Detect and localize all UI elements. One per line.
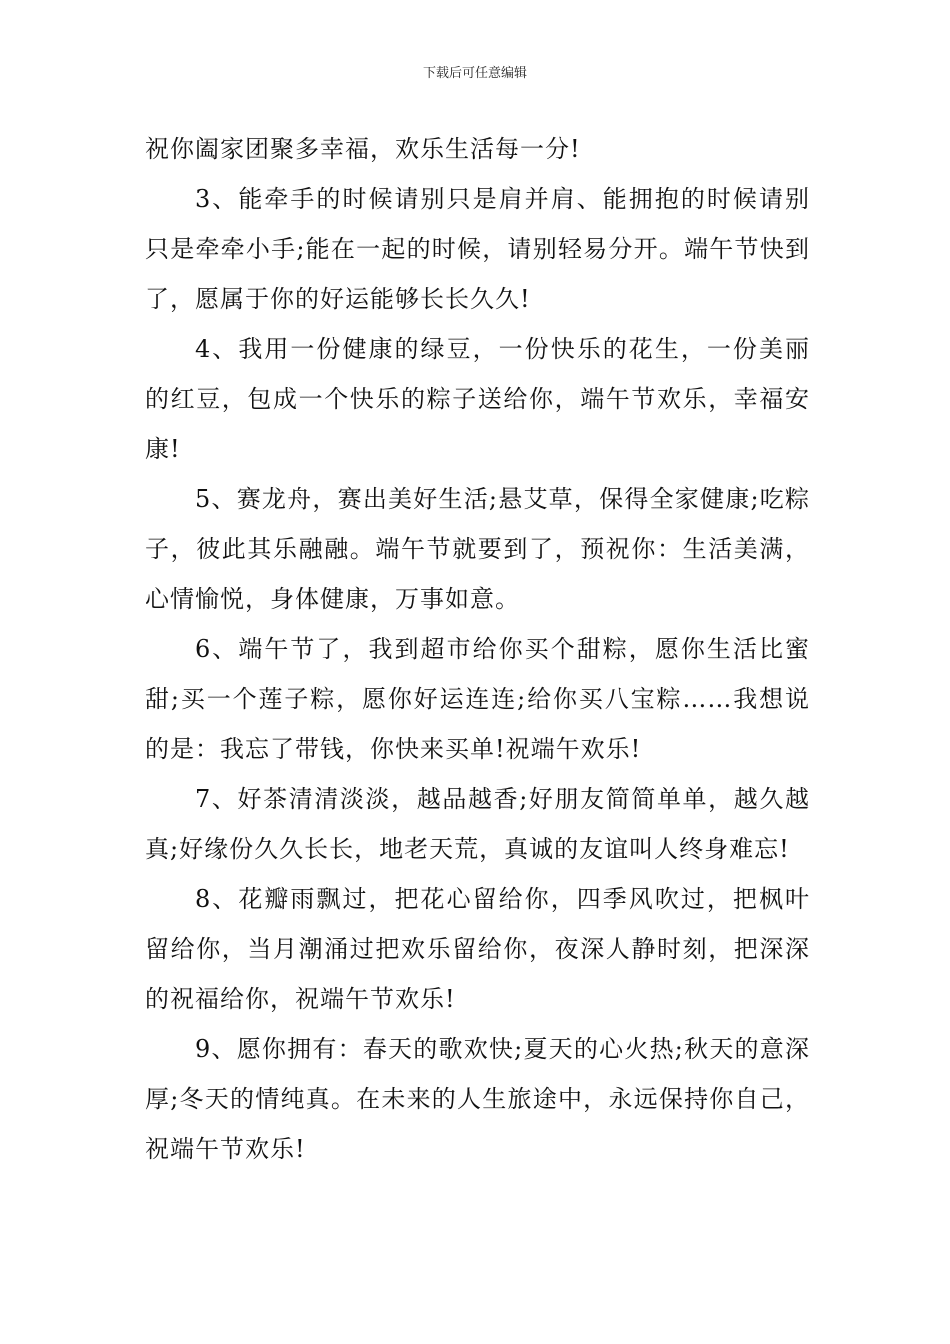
paragraph-item-9: 9、愿你拥有：春天的歌欢快;夏天的心火热;秋天的意深厚;冬天的情纯真。在未来的人生旅途中，永远保持你自己，祝端午节欢乐! — [145, 1035, 810, 1163]
paragraph-item-7: 7、好茶清清淡淡，越品越香;好朋友简简单单，越久越真;好缘份久久长长，地老天荒，真诚的友谊叫人终身难忘! — [145, 785, 810, 863]
paragraph-item-6: 6、端午节了，我到超市给你买个甜粽，愿你生活比蜜甜;买一个莲子粽，愿你好运连连;给你买八宝粽……我想说的是：我忘了带钱，你快来买单!祝端午欢乐! — [145, 635, 810, 763]
paragraph-item-3: 3、能牵手的时候请别只是肩并肩、能拥抱的时候请别只是牵牵小手;能在一起的时候，请别轻易分开。端午节快到了，愿属于你的好运能够长长久久! — [145, 185, 810, 313]
paragraph-item-5: 5、赛龙舟，赛出美好生活;悬艾草，保得全家健康;吃粽子，彼此其乐融融。端午节就要到了，预祝你：生活美满，心情愉悦，身体健康，万事如意。 — [145, 485, 810, 613]
paragraph-item-4: 4、我用一份健康的绿豆，一份快乐的花生，一份美丽的红豆，包成一个快乐的粽子送给你，端午节欢乐，幸福安康! — [145, 335, 810, 463]
paragraph-item-8: 8、花瓣雨飘过，把花心留给你，四季风吹过，把枫叶留给你，当月潮涌过把欢乐留给你，夜深人静时刻，把深深的祝福给你，祝端午节欢乐! — [145, 885, 810, 1013]
document-body — [145, 124, 810, 1174]
paragraph-continuation: 祝你阖家团聚多幸福，欢乐生活每一分! — [145, 135, 581, 163]
page-header-note: 下载后可任意编辑 — [422, 66, 527, 81]
